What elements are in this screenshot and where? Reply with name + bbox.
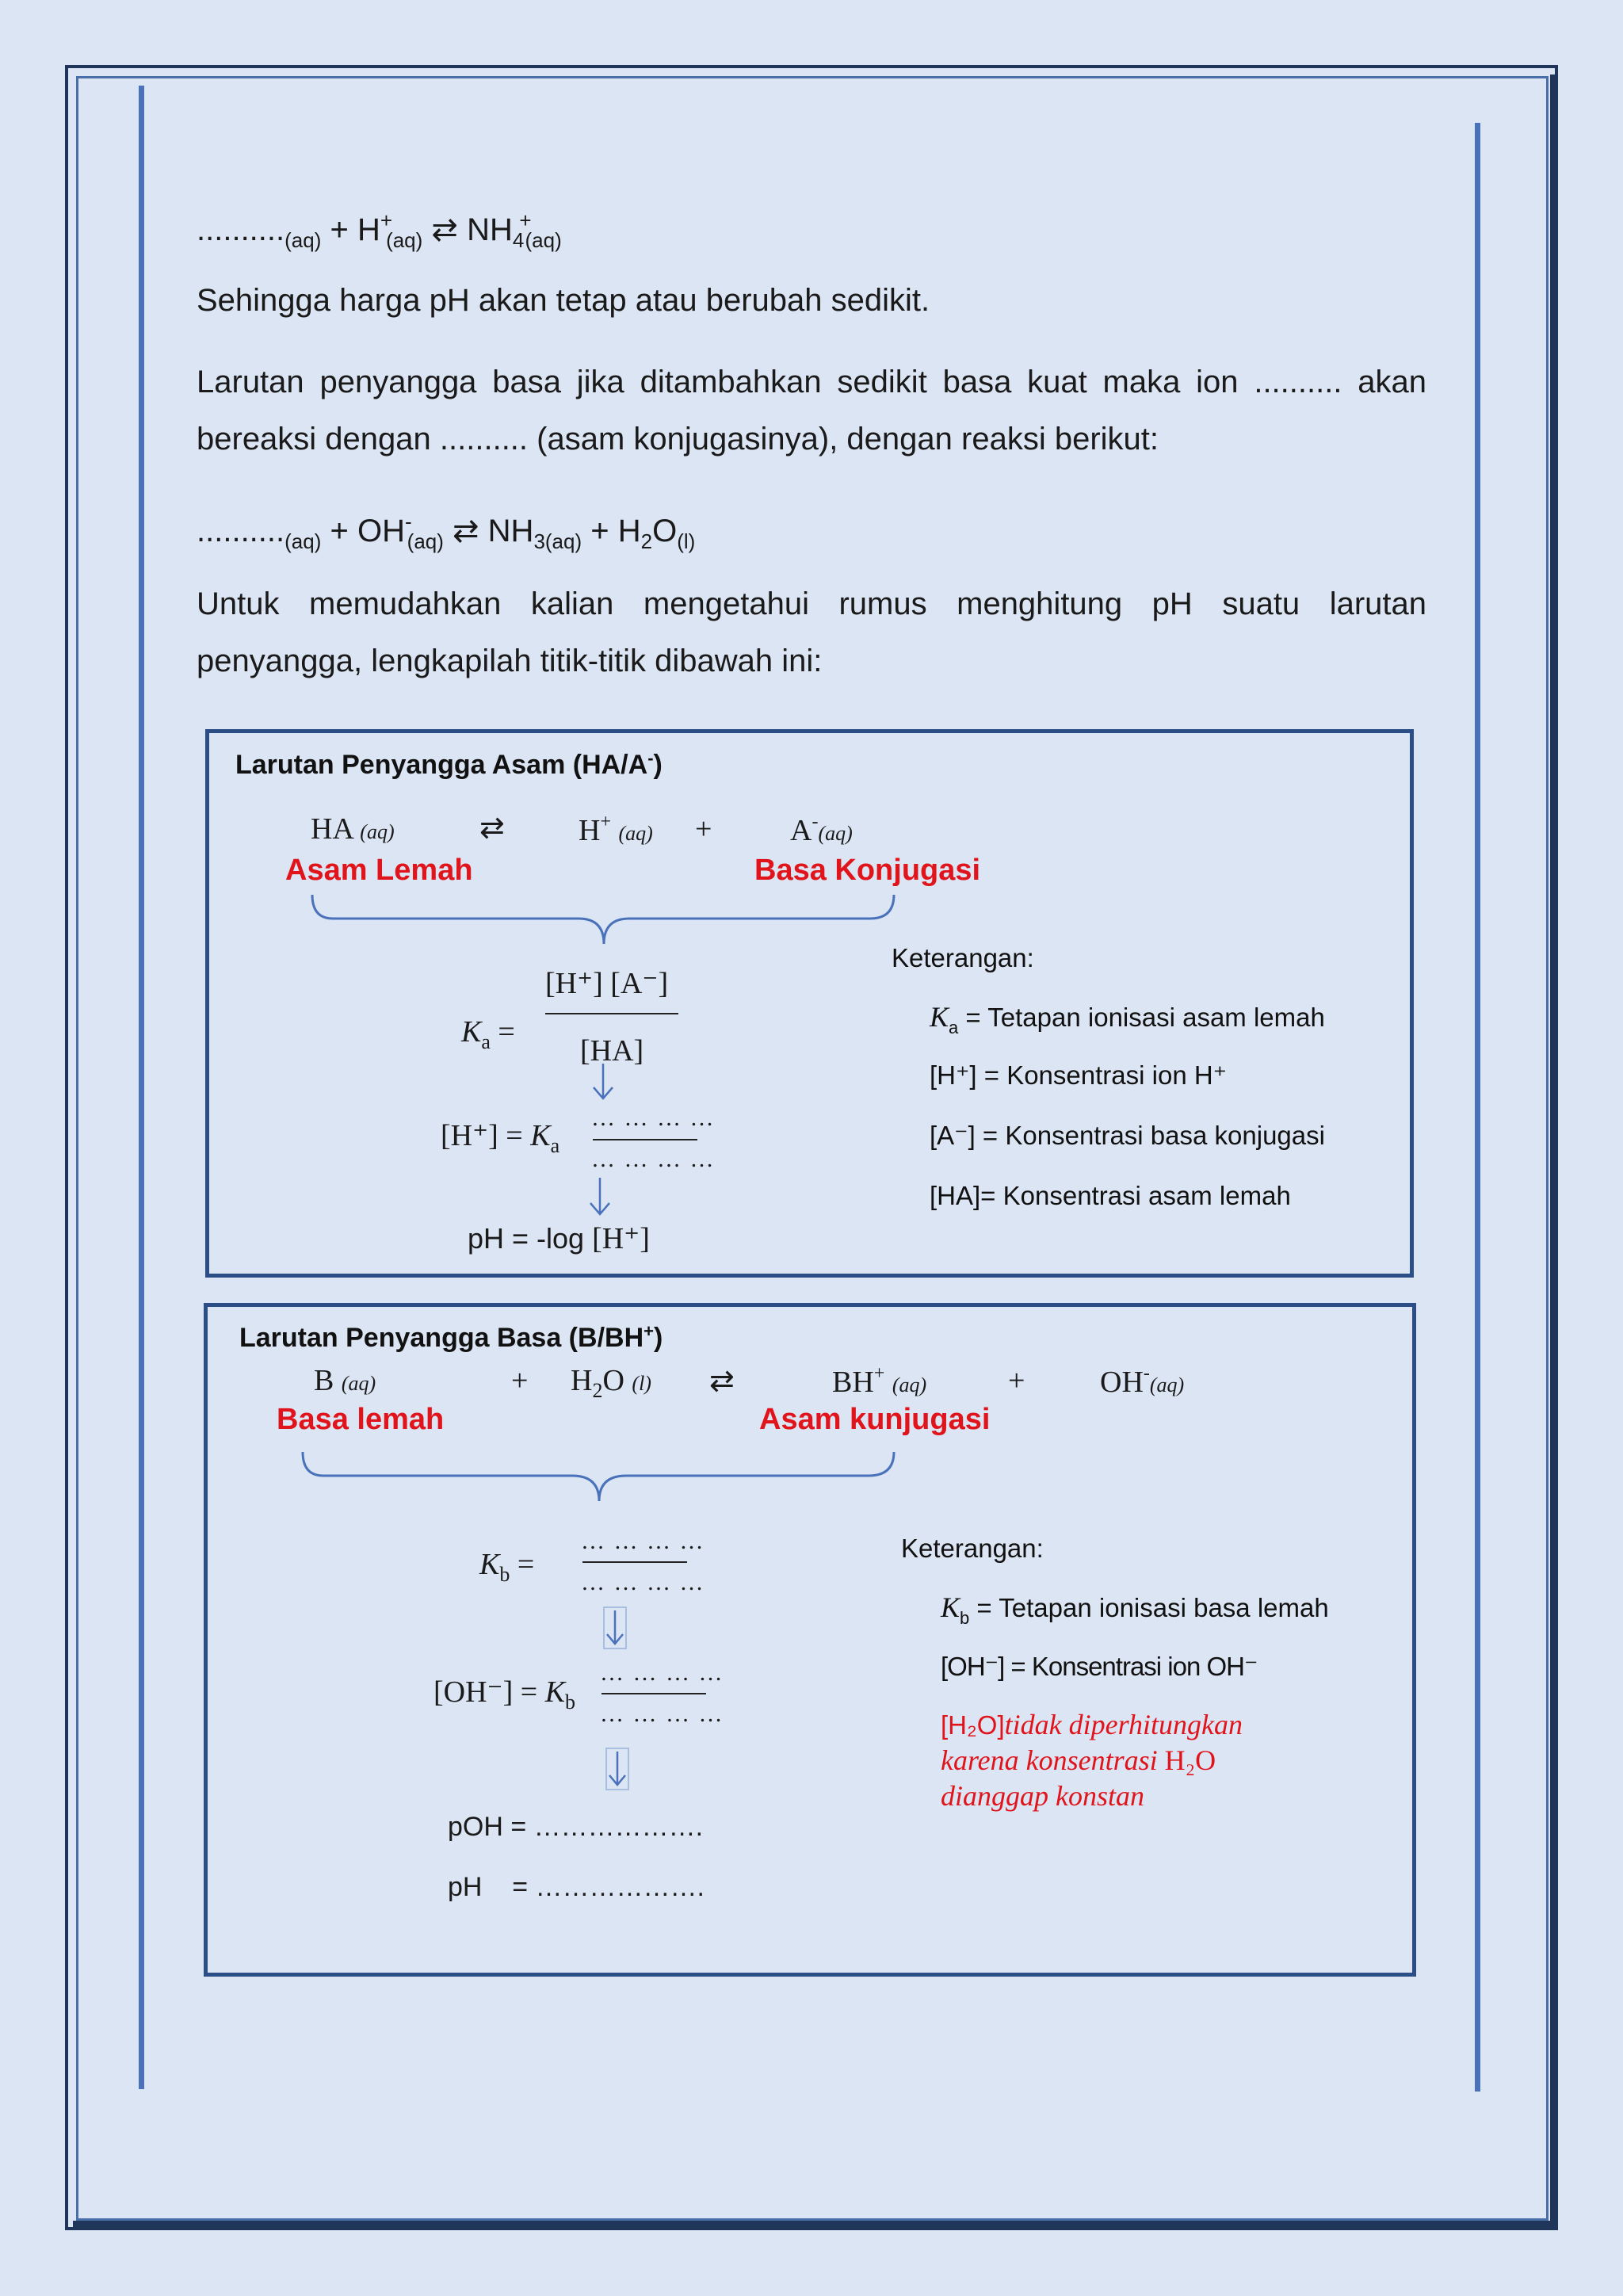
base-ket-2: [OH⁻] = Konsentrasi ion OH⁻ [941, 1652, 1258, 1681]
reaction-mid: $.........._{(aq)} + OH^-_{(aq)}$ ⇄ $NH_{3(aq)} + H_2O_{(l)}$ [197, 510, 696, 553]
base-eq-h2o: $H_2O$ (l) [571, 1364, 651, 1402]
acid-eq-h: H+ (aq) [579, 812, 653, 847]
base-box-title: Larutan Penyangga Basa (B/BH+) [239, 1321, 663, 1353]
ka-denominator: [HA] [580, 1034, 644, 1068]
page-frame-shadow-right [1550, 74, 1558, 2230]
acid-curly-brace [301, 892, 903, 947]
blank-dots: .......... [197, 212, 285, 247]
poh-formula: pOH = ………………. [448, 1812, 704, 1842]
base-curly-brace [295, 1450, 905, 1506]
left-accent-line [139, 86, 144, 2089]
label-basa-konjugasi: Basa Konjugasi [754, 854, 981, 887]
base-note-1: [H₂O]tidak diperhitungkan [941, 1709, 1243, 1740]
acid-eq-ha: HA (aq) [311, 812, 395, 846]
acid-eq-plus: + [695, 812, 712, 846]
h-denominator-dots: … … … … [591, 1146, 716, 1172]
down-arrow-icon [602, 1606, 628, 1652]
reaction-top: $.........._{(aq)} + H^+_{(aq)}$ ⇄ $NH_4^+_{(aq)}$ [197, 208, 562, 252]
base-eq-bh: BH+ (aq) [832, 1363, 927, 1399]
oh-numerator-dots: … … … … [600, 1660, 724, 1686]
oh-fraction-line [601, 1693, 706, 1694]
ph-base-formula: pH = ………………. [448, 1872, 705, 1902]
acid-ket-1: $K_a$ = Tetapan ionisasi asam lemah [930, 1001, 1325, 1037]
down-arrow-icon [591, 1064, 615, 1102]
paragraph-4-line-2: penyangga, lengkapilah titik-titik dibawah ini: [197, 644, 823, 678]
acid-box-title: Larutan Penyangga Asam (HA/A-) [235, 748, 663, 780]
h-concentration-lhs: $[H^+] = K_a$ [441, 1119, 560, 1157]
base-eq-b: B (aq) [314, 1364, 376, 1397]
h-fraction-line [593, 1139, 697, 1140]
base-note-2: karena konsentrasi H₂O [941, 1744, 1216, 1776]
label-basa-lemah: Basa lemah [277, 1403, 445, 1436]
kb-label: $K_b$ = [479, 1548, 535, 1586]
label-asam-lemah: Asam Lemah [285, 854, 473, 887]
base-ket-title: Keterangan: [901, 1534, 1044, 1563]
ka-fraction-line [545, 1013, 678, 1014]
paragraph-1: Sehingga harga pH akan tetap atau berubah sedikit. [197, 283, 930, 318]
ka-label: $K_a$ = [461, 1015, 515, 1053]
ph-formula: pH = -log [H⁺] [468, 1222, 650, 1255]
acid-eq-arrow: ⇄ [479, 812, 505, 845]
kb-fraction-line [582, 1561, 687, 1563]
oh-denominator-dots: … … … … [600, 1701, 724, 1727]
kb-numerator-dots: … … … … [581, 1528, 705, 1554]
right-accent-line [1475, 123, 1480, 2092]
down-arrow-icon [605, 1747, 630, 1793]
down-arrow-icon [588, 1178, 612, 1217]
paragraph-4-line-1: Untuk memudahkan kalian mengetahui rumus menghitung pH suatu larutan [197, 586, 1426, 621]
base-note-3: dianggap konstan [941, 1780, 1144, 1812]
acid-ket-title: Keterangan: [892, 943, 1034, 972]
base-eq-arrow: ⇄ [709, 1365, 735, 1398]
base-eq-oh: OH-(aq) [1100, 1363, 1185, 1399]
base-ket-1: $K_b$ = Tetapan ionisasi basa lemah [941, 1591, 1329, 1628]
h-numerator-dots: … … … … [591, 1105, 716, 1131]
acid-ket-3: [A⁻] = Konsentrasi basa konjugasi [930, 1121, 1325, 1150]
base-eq-plus-1: + [511, 1364, 529, 1397]
paragraph-2-line-2: bereaksi dengan .......... (asam konjugasinya), dengan reaksi berikut: [197, 422, 1159, 457]
acid-ket-2: [H⁺] = Konsentrasi ion H⁺ [930, 1060, 1228, 1090]
base-eq-plus-2: + [1008, 1364, 1025, 1397]
acid-ket-4: [HA]= Konsentrasi asam lemah [930, 1181, 1291, 1210]
acid-eq-a: A-(aq) [790, 812, 853, 847]
paragraph-2-line-1: Larutan penyangga basa jika ditambahkan sedikit basa kuat maka ion .......... akan [197, 365, 1426, 399]
kb-denominator-dots: … … … … [581, 1569, 705, 1595]
oh-concentration-lhs: $[OH^-] = K_b$ [433, 1675, 576, 1713]
label-asam-kunjugasi: Asam kunjugasi [759, 1403, 991, 1436]
ka-numerator: [H⁺] [A⁻] [545, 967, 669, 1000]
page-frame-shadow-bottom [73, 2221, 1558, 2230]
